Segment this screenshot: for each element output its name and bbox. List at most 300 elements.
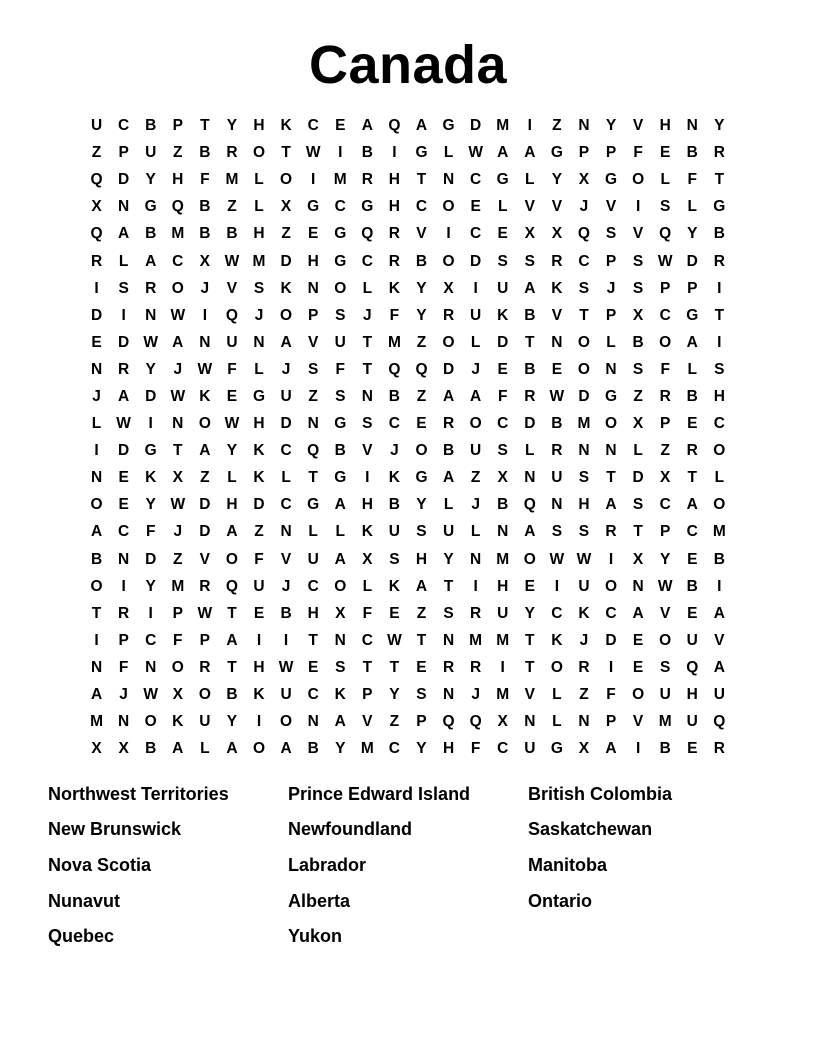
grid-letter: Y — [660, 550, 671, 568]
grid-letter: Z — [308, 387, 318, 405]
grid-letter: S — [578, 523, 590, 541]
grid-letter: A — [118, 225, 130, 243]
grid-letter: R — [551, 442, 563, 460]
grid-letter: J — [579, 198, 589, 216]
grid-letter: P — [660, 523, 671, 541]
grid-letter: I — [148, 415, 153, 433]
grid-letter: J — [200, 279, 210, 297]
grid-letter: B — [199, 198, 211, 216]
grid-letter: A — [713, 604, 725, 622]
grid-letter: Q — [415, 360, 428, 378]
grid-letter: B — [307, 740, 319, 758]
grid-letter: S — [660, 658, 671, 676]
grid-letter: R — [470, 604, 482, 622]
grid-letter: O — [280, 306, 293, 324]
grid-letter: S — [389, 550, 400, 568]
grid-letter: P — [605, 306, 617, 324]
grid-letter: P — [118, 144, 129, 162]
grid-letter: R — [361, 171, 373, 189]
grid-letter: P — [118, 631, 129, 649]
grid-letter: A — [334, 550, 346, 568]
grid-letter: O — [713, 442, 726, 460]
grid-letter: J — [281, 360, 291, 378]
grid-letter: O — [144, 713, 157, 731]
grid-letter: P — [605, 713, 617, 731]
grid-letter: G — [496, 171, 509, 189]
grid-letter: O — [632, 171, 645, 189]
grid-letter: I — [94, 631, 99, 649]
grid-letter: H — [307, 252, 319, 270]
grid-letter: Q — [442, 713, 455, 731]
grid-letter: R — [578, 658, 590, 676]
grid-letter: X — [91, 740, 102, 758]
grid-row — [83, 654, 733, 681]
grid-letter: B — [686, 577, 698, 595]
word-list-item: Nunavut — [48, 890, 120, 911]
grid-letter: A — [361, 117, 373, 135]
grid-letter: C — [415, 198, 428, 216]
grid-letter: U — [686, 713, 698, 731]
word-list-item: Manitoba — [528, 854, 607, 875]
grid-letter: B — [713, 225, 725, 243]
grid-row — [83, 464, 733, 491]
grid-letter: I — [473, 279, 478, 297]
grid-letter: C — [713, 415, 725, 433]
grid-letter: K — [253, 469, 265, 487]
grid-letter: F — [173, 631, 183, 649]
grid-letter: C — [470, 171, 482, 189]
word-list-item: Saskatchewan — [528, 819, 653, 840]
grid-letter: Y — [551, 171, 563, 189]
grid-letter: R — [524, 387, 536, 405]
grid-letter: I — [527, 117, 532, 135]
grid-letter: S — [416, 686, 427, 704]
grid-letter: E — [470, 198, 481, 216]
grid-letter: M — [387, 333, 401, 351]
grid-letter: A — [686, 333, 698, 351]
grid-letter: S — [335, 306, 346, 324]
grid-letter: Z — [173, 144, 183, 162]
grid-letter: F — [606, 686, 616, 704]
grid-letter: W — [224, 415, 240, 433]
grid-letter: Z — [416, 604, 427, 622]
grid-letter: O — [442, 333, 455, 351]
grid-letter: R — [659, 387, 671, 405]
grid-letter: D — [118, 171, 130, 189]
grid-letter: Y — [524, 604, 535, 622]
grid-letter: T — [308, 469, 318, 487]
grid-letter: A — [442, 387, 455, 405]
grid-letter: B — [90, 550, 103, 568]
grid-letter: J — [173, 523, 183, 541]
grid-letter: K — [388, 577, 400, 595]
grid-letter: T — [200, 117, 210, 135]
grid-letter: N — [118, 198, 130, 216]
grid-letter: W — [549, 550, 565, 568]
grid-letter: R — [145, 279, 157, 297]
grid-letter: N — [361, 387, 373, 405]
grid-letter: C — [280, 496, 292, 514]
grid-letter: K — [361, 523, 373, 541]
grid-letter: W — [576, 550, 592, 568]
grid-letter: O — [225, 550, 238, 568]
grid-letter: X — [280, 198, 292, 216]
grid-letter: V — [632, 117, 644, 135]
grid-letter: O — [90, 496, 103, 514]
grid-letter: K — [280, 279, 292, 297]
grid-letter: E — [307, 225, 319, 243]
grid-letter: X — [118, 740, 129, 758]
grid-letter: A — [442, 469, 455, 487]
grid-letter: N — [307, 415, 319, 433]
word-list-item: Prince Edward Island — [288, 783, 471, 804]
grid-letter: C — [118, 117, 130, 135]
grid-letter: A — [605, 740, 617, 758]
grid-letter: C — [307, 577, 319, 595]
grid-letter: T — [687, 469, 697, 487]
grid-letter: A — [470, 387, 482, 405]
grid-letter: F — [633, 144, 643, 162]
grid-letter: W — [197, 604, 213, 622]
grid-letter: H — [253, 658, 265, 676]
grid-letter: D — [524, 415, 536, 433]
grid-letter: M — [658, 713, 672, 731]
grid-row — [83, 193, 733, 220]
grid-letter: M — [360, 740, 374, 758]
grid-letter: K — [551, 631, 563, 649]
grid-letter: U — [226, 333, 238, 351]
grid-letter: O — [171, 279, 184, 297]
grid-letter: O — [252, 144, 266, 162]
grid-letter: E — [91, 333, 102, 351]
grid-letter: R — [686, 442, 698, 460]
grid-letter: E — [551, 360, 563, 378]
grid-row — [83, 491, 733, 518]
grid-letter: Z — [91, 144, 102, 162]
grid-row — [83, 627, 733, 654]
grid-letter: Q — [90, 171, 103, 189]
grid-letter: I — [94, 442, 99, 460]
grid-letter: U — [470, 306, 482, 324]
grid-letter: U — [551, 469, 563, 487]
grid-letter: B — [659, 740, 671, 758]
grid-letter: N — [145, 658, 157, 676]
grid-letter: N — [605, 442, 617, 460]
grid-letter: R — [90, 252, 103, 270]
grid-letter: Q — [90, 225, 103, 243]
grid-letter: B — [524, 306, 536, 324]
grid-letter: G — [334, 469, 347, 487]
grid-letter: N — [199, 333, 211, 351]
grid-letter: R — [470, 658, 482, 676]
grid-row — [83, 518, 733, 545]
grid-letter: L — [525, 442, 535, 460]
grid-letter: I — [608, 658, 614, 676]
grid-letter: T — [416, 631, 427, 649]
grid-letter: S — [605, 225, 617, 243]
word-list-item: Newfoundland — [288, 819, 412, 840]
grid-letter: N — [307, 279, 319, 297]
grid-letter: L — [687, 198, 697, 216]
grid-letter: W — [387, 631, 402, 649]
grid-letter: R — [388, 225, 400, 243]
grid-letter: D — [442, 360, 455, 378]
grid-letter: R — [388, 252, 400, 270]
grid-letter: U — [145, 144, 157, 162]
grid-letter: O — [659, 333, 672, 351]
grid-letter: N — [578, 442, 590, 460]
grid-letter: U — [524, 740, 536, 758]
grid-letter: A — [145, 252, 157, 270]
grid-letter: Z — [470, 469, 481, 487]
grid-letter: M — [225, 171, 239, 189]
grid-letter: A — [199, 442, 211, 460]
grid-letter: T — [308, 631, 318, 649]
grid-letter: K — [497, 306, 509, 324]
grid-letter: N — [578, 117, 590, 135]
grid-letter: I — [446, 225, 451, 243]
grid-letter: E — [632, 631, 644, 649]
grid-letter: N — [118, 550, 130, 568]
grid-letter: I — [338, 144, 343, 162]
grid-letter: L — [362, 577, 373, 595]
grid-letter: T — [227, 604, 237, 622]
grid-letter: I — [311, 171, 316, 189]
grid-letter: W — [170, 387, 186, 405]
grid-letter: U — [497, 604, 509, 622]
grid-letter: R — [199, 658, 211, 676]
grid-letter: V — [307, 333, 319, 351]
grid-letter: Q — [577, 225, 590, 243]
grid-letter: M — [469, 631, 483, 649]
grid-letter: I — [365, 469, 370, 487]
grid-letter: M — [90, 713, 103, 731]
grid-letter: K — [334, 686, 346, 704]
grid-letter: O — [523, 550, 536, 568]
grid-letter: J — [471, 686, 480, 704]
grid-letter: W — [116, 415, 131, 433]
grid-row — [83, 247, 733, 274]
grid-letter: X — [172, 469, 183, 487]
grid-letter: L — [118, 252, 129, 270]
grid-letter: A — [280, 740, 292, 758]
grid-letter: J — [579, 631, 589, 649]
grid-letter: L — [470, 523, 481, 541]
grid-letter: D — [199, 523, 211, 541]
grid-letter: E — [335, 117, 346, 135]
grid-letter: C — [470, 225, 482, 243]
grid-letter: S — [578, 469, 590, 487]
grid-letter: U — [280, 387, 292, 405]
grid-letter: G — [415, 144, 428, 162]
grid-letter: B — [226, 225, 238, 243]
grid-letter: D — [118, 333, 130, 351]
grid-letter: E — [118, 496, 129, 514]
grid-letter: R — [118, 360, 130, 378]
grid-letter: W — [278, 658, 294, 676]
grid-letter: O — [280, 713, 293, 731]
grid-letter: Z — [254, 523, 264, 541]
grid-letter: K — [199, 387, 211, 405]
grid-letter: Z — [200, 469, 210, 487]
grid-letter: B — [415, 252, 428, 270]
grid-letter: L — [227, 469, 237, 487]
grid-letter: Z — [281, 225, 291, 243]
grid-letter: Y — [714, 117, 725, 135]
grid-letter: I — [717, 577, 722, 595]
grid-letter: I — [283, 631, 289, 649]
grid-row — [83, 329, 733, 356]
grid-letter: V — [632, 713, 644, 731]
grid-letter: F — [118, 658, 129, 676]
grid-letter: G — [144, 198, 157, 216]
grid-letter: G — [334, 415, 347, 433]
grid-letter: W — [197, 360, 213, 378]
grid-letter: L — [497, 198, 508, 216]
grid-letter: M — [496, 117, 510, 135]
grid-letter: Y — [416, 306, 427, 324]
grid-letter: V — [226, 279, 238, 297]
grid-letter: F — [660, 360, 670, 378]
grid-letter: O — [632, 686, 645, 704]
grid-letter: Z — [416, 387, 427, 405]
grid-letter: F — [145, 523, 156, 541]
grid-letter: C — [497, 415, 509, 433]
grid-letter: A — [226, 631, 238, 649]
grid-letter: S — [632, 279, 644, 297]
grid-row — [83, 437, 733, 464]
grid-letter: U — [388, 523, 400, 541]
grid-letter: X — [172, 686, 183, 704]
grid-letter: R — [118, 604, 130, 622]
grid-letter: G — [415, 469, 428, 487]
grid-letter: E — [687, 415, 698, 433]
grid-letter: F — [200, 171, 210, 189]
grid-letter: N — [470, 550, 482, 568]
grid-letter: L — [308, 523, 318, 541]
grid-letter: X — [497, 469, 508, 487]
grid-letter: H — [388, 171, 400, 189]
grid-letter: N — [90, 658, 103, 676]
grid-letter: V — [280, 550, 292, 568]
grid-letter: A — [415, 577, 428, 595]
grid-letter: H — [415, 550, 428, 568]
grid-letter: L — [606, 333, 616, 351]
grid-letter: P — [660, 279, 671, 297]
grid-letter: X — [199, 252, 211, 270]
grid-letter: D — [90, 306, 103, 324]
grid-letter: O — [659, 631, 672, 649]
grid-letter: H — [253, 225, 265, 243]
grid-letter: S — [253, 279, 265, 297]
grid-letter: L — [254, 360, 264, 378]
grid-letter: G — [307, 198, 320, 216]
grid-letter: Z — [660, 442, 670, 460]
grid-letter: V — [524, 686, 535, 704]
grid-letter: O — [334, 279, 347, 297]
grid-letter: L — [443, 496, 454, 514]
grid-letter: X — [660, 469, 671, 487]
grid-letter: S — [362, 415, 373, 433]
grid-letter: Q — [361, 225, 374, 243]
grid-letter: J — [606, 279, 616, 297]
word-list-row — [48, 776, 768, 812]
grid-letter: P — [605, 252, 617, 270]
grid-letter: D — [470, 117, 482, 135]
grid-row — [83, 166, 733, 193]
grid-letter: R — [226, 144, 238, 162]
grid-letter: Z — [579, 686, 589, 704]
grid-letter: W — [657, 577, 673, 595]
grid-letter: I — [717, 279, 722, 297]
grid-letter: Z — [416, 333, 427, 351]
grid-letter: U — [470, 442, 482, 460]
grid-letter: T — [416, 171, 427, 189]
grid-letter: L — [443, 144, 454, 162]
grid-letter: U — [90, 117, 103, 135]
grid-letter: D — [199, 496, 211, 514]
grid-letter: I — [256, 631, 262, 649]
grid-letter: S — [524, 252, 535, 270]
grid-letter: E — [226, 387, 238, 405]
grid-letter: T — [606, 469, 616, 487]
grid-letter: C — [307, 686, 319, 704]
grid-letter: G — [334, 252, 347, 270]
grid-letter: P — [578, 144, 590, 162]
grid-letter: C — [686, 523, 698, 541]
grid-letter: O — [415, 442, 428, 460]
grid-letter: C — [659, 496, 671, 514]
grid-letter: Y — [416, 496, 427, 514]
grid-letter: Y — [416, 279, 427, 297]
grid-letter: U — [334, 333, 346, 351]
grid-letter: K — [388, 469, 400, 487]
grid-letter: G — [550, 144, 563, 162]
grid-row — [83, 383, 733, 410]
grid-letter: I — [473, 577, 478, 595]
grid-letter: S — [578, 279, 590, 297]
grid-letter: T — [714, 171, 725, 189]
grid-letter: T — [525, 631, 535, 649]
grid-letter: E — [416, 658, 427, 676]
grid-letter: W — [549, 387, 565, 405]
grid-letter: N — [551, 496, 563, 514]
grid-letter: Q — [171, 198, 184, 216]
grid-letter: O — [280, 171, 293, 189]
grid-letter: L — [552, 713, 562, 731]
grid-letter: E — [416, 415, 427, 433]
grid-letter: P — [172, 117, 183, 135]
grid-letter: L — [281, 469, 291, 487]
grid-letter: L — [633, 442, 643, 460]
grid-letter: I — [554, 577, 560, 595]
grid-letter: O — [604, 577, 618, 595]
grid-row — [83, 546, 733, 573]
grid-letter: Y — [226, 713, 238, 731]
grid-letter: V — [199, 550, 211, 568]
grid-letter: P — [605, 144, 617, 162]
grid-letter: B — [388, 387, 400, 405]
word-list-item: New Brunswick — [48, 819, 182, 840]
grid-letter: N — [605, 360, 617, 378]
grid-letter: Q — [225, 577, 238, 595]
grid-letter: K — [253, 686, 265, 704]
grid-letter: J — [471, 360, 480, 378]
grid-letter: I — [392, 144, 397, 162]
grid-letter: N — [172, 415, 184, 433]
grid-letter: V — [605, 198, 617, 216]
grid-letter: E — [118, 469, 129, 487]
